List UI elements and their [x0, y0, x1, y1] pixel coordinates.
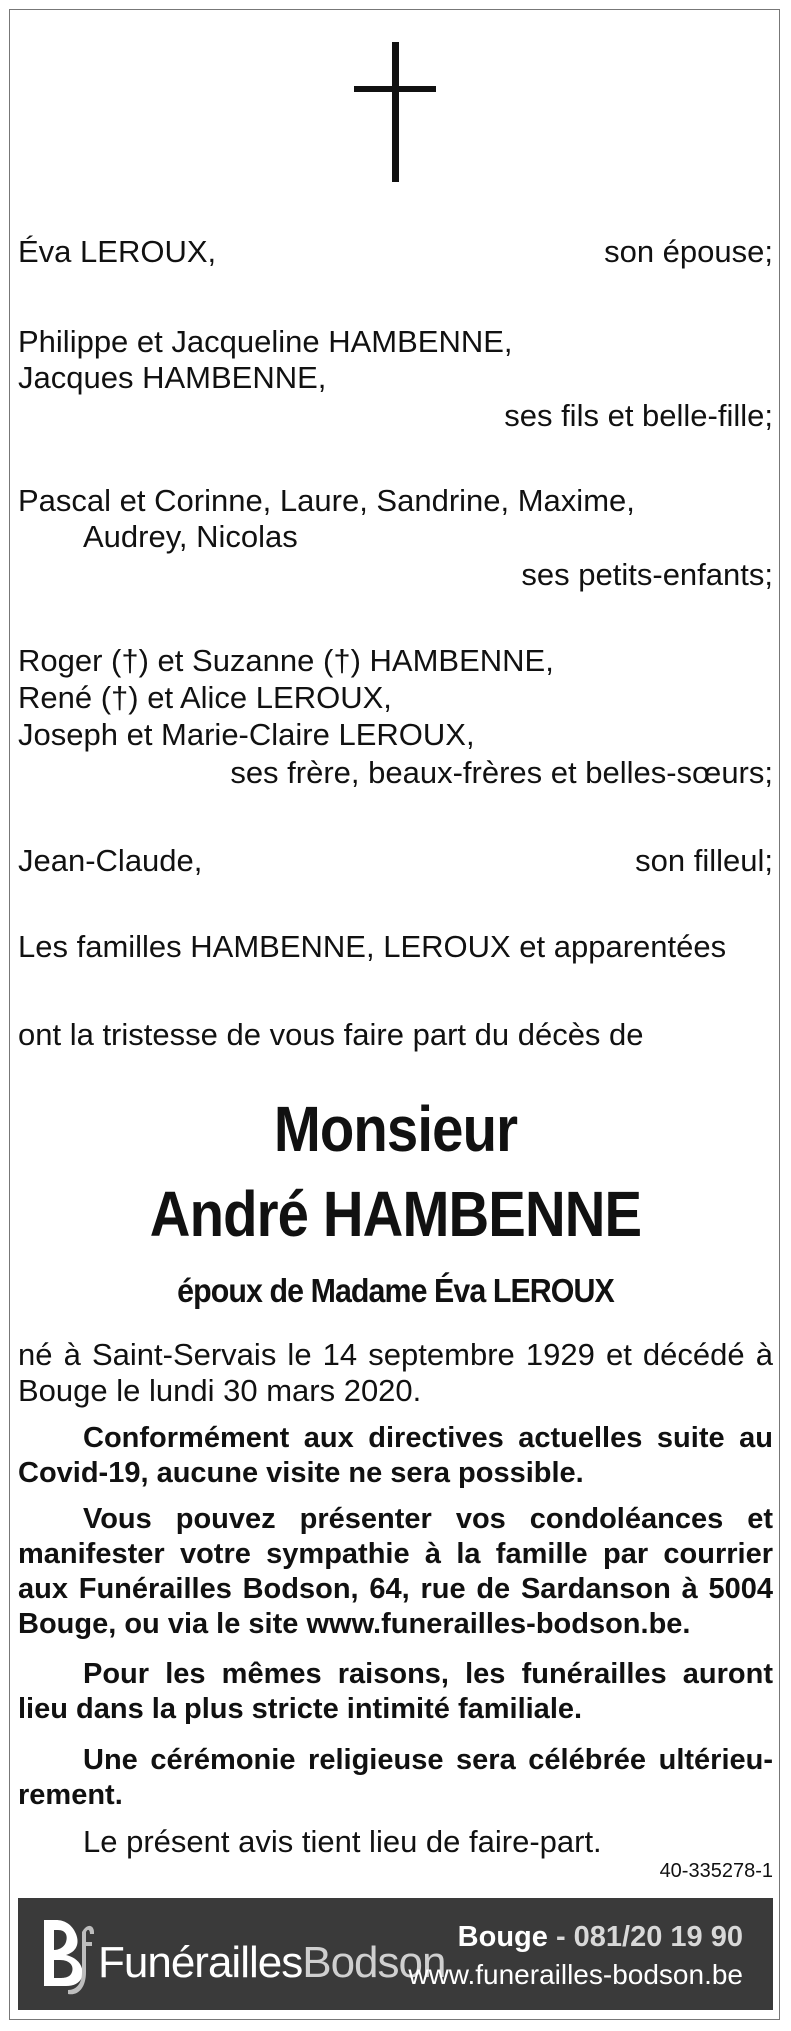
line-siblings-2: René (†) et Alice LEROUX,	[18, 680, 392, 715]
line-son-1: Philippe et Jacqueline HAMBENNE,	[18, 324, 513, 359]
line-grandchildren-1: Pascal et Corinne, Laure, Sandrine, Maxime,	[18, 483, 635, 518]
birth-death-text: né à Saint-Servais le 14 septembre 1929 et décédé à Bouge le lundi 30 mars 2020.	[18, 1337, 773, 1408]
line-siblings-3: Joseph et Marie-Claire LEROUX,	[18, 717, 475, 752]
line-announcement: ont la tristesse de vous faire part du décès de	[18, 1017, 644, 1052]
line-siblings-1: Roger (†) et Suzanne (†) HAMBENNE,	[18, 643, 554, 678]
line-godson: Jean-Claude,	[18, 843, 203, 878]
brand-part-1: Funérailles	[98, 1938, 303, 1987]
line-grandchildren-2: Audrey, Nicolas	[83, 519, 298, 554]
contact-website: www.funerailles-bodson.be	[408, 1959, 743, 1990]
line-son-2: Jacques HAMBENNE,	[18, 360, 327, 395]
reference-number: 40-335278-1	[659, 1860, 773, 1882]
contact-city: Bouge	[457, 1921, 548, 1953]
line-siblings-relation: ses frère, beaux-frères et belles-sœurs;	[230, 755, 773, 790]
deceased-spouse: époux de Madame Éva LEROUX	[177, 1272, 614, 1309]
deceased-name: André HAMBENNE	[149, 1178, 642, 1250]
funeral-notice: Pour les mêmes raisons, les funérailles auront lieu dans la plus stricte intimité familiale.	[18, 1658, 773, 1725]
covid-notice: Conformément aux directives actuelles suite au Covid-19, aucune visite ne sera possible.	[18, 1422, 773, 1489]
line-families: Les familles HAMBENNE, LEROUX et apparentées	[18, 929, 727, 964]
line-spouse-name: Éva LEROUX,	[18, 234, 217, 269]
line-spouse-relation: son épouse;	[604, 234, 773, 269]
funeral-home-banner	[18, 1898, 773, 2010]
line-grandchildren-relation: ses petits-enfants;	[521, 557, 773, 592]
bodson-logo-icon	[36, 1912, 96, 1998]
line-sons-relation: ses fils et belle-fille;	[504, 398, 773, 433]
condolences-notice: Vous pouvez présenter vos condoléances et manifester votre sympathie à la famille par courrier aux Funérailles Bodson, 64, rue de Sardanson à 5004 Bouge, ou via le site www.funerailles-bodson.be.	[18, 1503, 773, 1640]
deceased-title: Monsieur	[273, 1093, 518, 1165]
contact-phone-line	[458, 1920, 743, 1954]
contact-phone: - 081/20 19 90	[547, 1921, 743, 1953]
funeral-home-name	[98, 1938, 445, 1988]
ceremony-notice: Une cérémonie religieuse sera célébrée ultérieu-rement.	[18, 1744, 773, 1811]
notice-statement: Le présent avis tient lieu de faire-part.	[83, 1824, 602, 1859]
brand-part-2: Bodson	[302, 1938, 446, 1987]
line-godson-relation: son filleul;	[635, 843, 773, 878]
